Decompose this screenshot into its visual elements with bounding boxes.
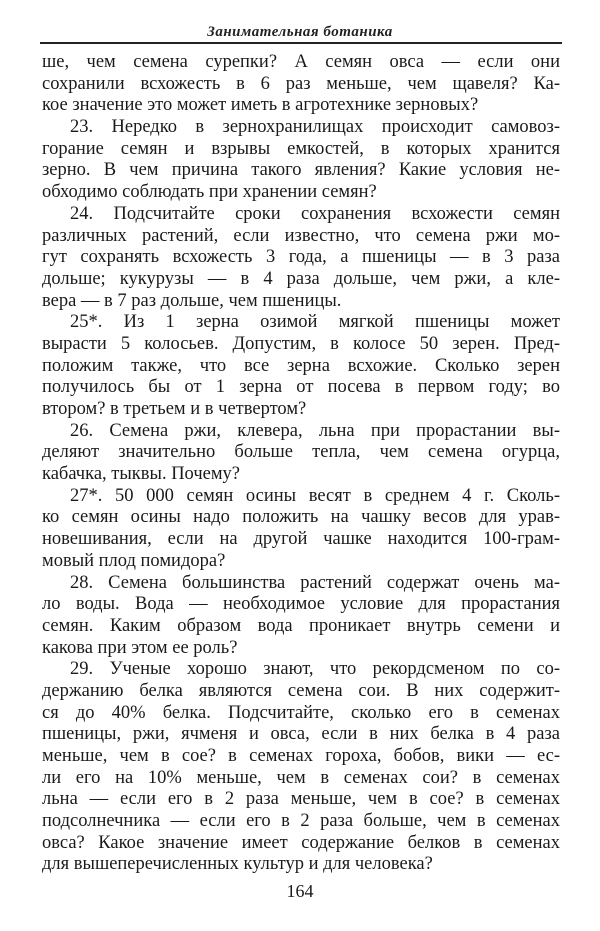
text-line: ко семян осины надо положить на чашку весов для урав- bbox=[42, 507, 560, 528]
text-line: деляют значительно больше тепла, чем семена огурца, bbox=[42, 442, 560, 463]
text-line: дольше; кукурузы — в 4 раза дольше, чем ржи, а кле- bbox=[42, 268, 560, 289]
text-line: для вышеперечисленных культур и для человека? bbox=[42, 854, 433, 875]
body-text bbox=[42, 52, 560, 876]
text-line: ло воды. Вода — необходимое условие для прорастания bbox=[42, 594, 560, 615]
text-line: новешивания, если на другой чашке находится 100-грам- bbox=[42, 529, 560, 550]
paragraph bbox=[42, 312, 560, 420]
text-line: ся до 40% белка. Подсчитайте, сколько его в семенах bbox=[42, 702, 560, 723]
text-line: ше, чем семена сурепки? А семян овса — если они bbox=[42, 52, 560, 72]
text-line: 23. Нередко в зернохранилищах происходит самовоз- bbox=[70, 117, 560, 138]
text-line: положим также, что все зерна всхожие. Сколько зерен bbox=[42, 355, 560, 376]
text-line: получилось бы от 1 зерна от посева в первом году; во bbox=[42, 377, 560, 398]
text-line: держанию белка являются семена сои. В них содержит- bbox=[42, 680, 560, 701]
text-line: зерно. В чем причина такого явления? Какие условия не- bbox=[42, 160, 560, 181]
paragraph bbox=[42, 659, 560, 876]
paragraph bbox=[42, 421, 560, 486]
text-line: 25*. Из 1 зерна озимой мягкой пшеницы может bbox=[70, 312, 560, 333]
text-line: гут сохранять всхожесть 3 года, а пшеницы — в 3 раза bbox=[42, 247, 560, 268]
text-line: 27*. 50 000 семян осины весят в среднем 4 г. Сколь- bbox=[70, 485, 560, 506]
text-line: 28. Семена большинства растений содержат очень ма- bbox=[70, 572, 560, 593]
text-line: ли его на 10% меньше, чем в семенах сои? в семенах bbox=[42, 767, 560, 788]
text-line: меньше, чем в сое? в семенах гороха, бобов, вики — ес- bbox=[42, 746, 560, 766]
paragraph bbox=[42, 486, 560, 573]
text-line: вера — в 7 раз дольше, чем пшеницы. bbox=[42, 290, 342, 311]
text-line: сохранили всхожесть в 6 раз меньше, чем щавеля? Ка- bbox=[42, 73, 560, 94]
text-line: горание семян и взрывы емкостей, в которых хранится bbox=[42, 138, 560, 159]
text-line: 24. Подсчитайте сроки сохранения всхожести семян bbox=[70, 203, 560, 224]
text-line: кое значение это может иметь в агротехнике зерновых? bbox=[42, 95, 479, 116]
text-line: льна — если его в 2 раза меньше, чем в сое? в семенах bbox=[42, 789, 560, 810]
text-line: какова при этом ее роль? bbox=[42, 637, 238, 658]
text-line: различных растений, если известно, что семена ржи мо- bbox=[42, 225, 560, 246]
text-line: 29. Ученые хорошо знают, что рекордсменом по со- bbox=[70, 659, 560, 680]
text-line: кабачка, тыквы. Почему? bbox=[42, 464, 241, 485]
text-line: 26. Семена ржи, клевера, льна при прорастании вы- bbox=[70, 420, 560, 441]
text-line: обходимо соблюдать при хранении семян? bbox=[42, 182, 377, 203]
text-line: овса? Какое значение имеет содержание белков в семенах bbox=[42, 832, 560, 853]
text-line: мовый плод помидора? bbox=[42, 550, 226, 571]
paragraph bbox=[42, 204, 560, 312]
page-number: 164 bbox=[286, 881, 314, 901]
text-line: подсолнечника — если его в 2 раза больше, чем в семенах bbox=[42, 811, 560, 832]
paragraph bbox=[42, 573, 560, 660]
text-line: семян. Каким образом вода проникает внутрь семени и bbox=[42, 615, 560, 636]
text-line: вырасти 5 колосьев. Допустим, в колосе 50 зерен. Пред- bbox=[42, 333, 560, 354]
header-rule bbox=[40, 42, 562, 44]
running-head: Занимательная ботаника bbox=[207, 24, 393, 40]
paragraph bbox=[42, 117, 560, 204]
paragraph bbox=[42, 52, 560, 117]
text-line: втором? в третьем и в четвертом? bbox=[42, 399, 307, 419]
text-line: пшеницы, ржи, ячменя и овса, если в них белка в 4 раза bbox=[42, 724, 560, 745]
